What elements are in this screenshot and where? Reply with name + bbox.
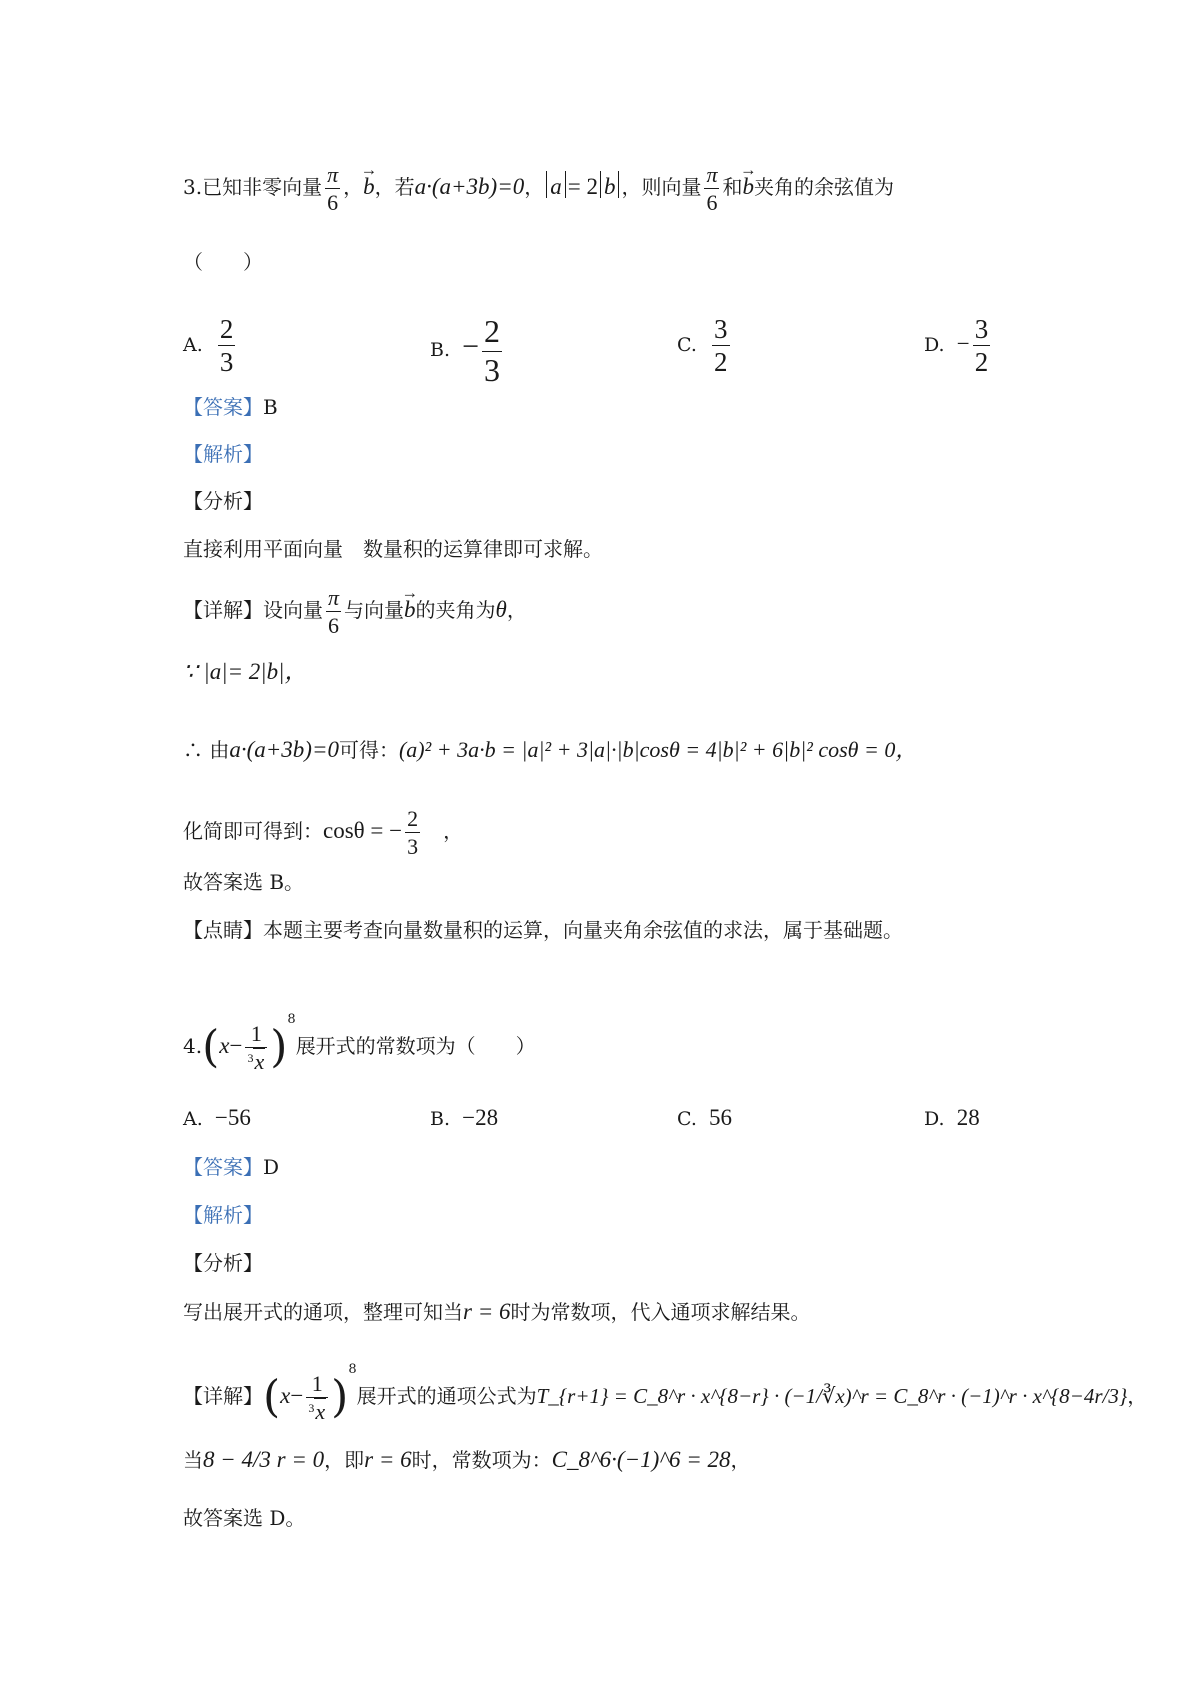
q4-option-d: D. 28 bbox=[924, 1105, 980, 1130]
q3-therefore-line: ∴ 由a·(a+3b)=0可得：(a)² + 3a·b = |a|² + 3|a|·|b|cosθ = 4|b|² + 6|b|² cosθ = 0， bbox=[183, 737, 918, 762]
q4-jiexi-heading: 【解析】 bbox=[183, 1203, 263, 1227]
q4-option-c: C. 56 bbox=[677, 1105, 732, 1130]
q3-simplify-line: 化简即可得到：cosθ = − $\frac{2}{3}$ ， bbox=[183, 806, 464, 860]
q3-because-line: ∵ |a|= 2|b|， bbox=[183, 659, 308, 684]
q4-cube-root: $^3$x bbox=[247, 1049, 265, 1075]
q4-conclusion: 故答案选 D。 bbox=[183, 1506, 306, 1530]
q3-abs-b: b bbox=[600, 171, 620, 198]
q3-option-d: D. − $\frac{3}{2}$ bbox=[924, 314, 989, 378]
q3-condition-1: a·(a+3b)=0 bbox=[414, 174, 525, 200]
q3-jiexi-heading: 【解析】 bbox=[183, 442, 263, 466]
q4-answer: 【答案】D bbox=[183, 1155, 280, 1179]
q3-number: 3. bbox=[183, 175, 203, 200]
q3-answer: 【答案】B bbox=[183, 395, 278, 419]
q4-fenxi-heading: 【分析】 bbox=[183, 1251, 263, 1275]
q3-option-a: A. $\frac{2}{3}$ bbox=[183, 314, 234, 378]
q3-option-c: C. $\frac{3}{2}$ bbox=[677, 314, 728, 378]
q4-when-line: 当8 − 4/3 r = 0，即r = 6时，常数项为：C_8^6·(−1)^6 = 28， bbox=[183, 1447, 751, 1472]
q4-option-b: B. −28 bbox=[430, 1105, 499, 1130]
q4-detail-line: 【详解】(x− $\frac{1}{^3x}$ )$^8$展开式的通项公式为T_{r+1} = C_8^r · x^{8−r} · (−1/∛x)^r = C_8^r · (−1)^r · x^{8−4r/3}， bbox=[183, 1362, 1148, 1425]
q3-conclusion: 故答案选 B。 bbox=[183, 870, 305, 894]
q3-pi-over-6: $\frac{\pi}{6}$ bbox=[327, 162, 339, 216]
q3-fenxi-text: 直接利用平面向量 数量积的运算律即可求解。 bbox=[183, 537, 603, 561]
q3-detail-line: 【详解】设向量 $\frac{\pi}{6}$ 与向量→ b的夹角为θ， bbox=[183, 586, 527, 637]
q3-dianjing: 【点睛】本题主要考查向量数量积的运算，向量夹角余弦值的求法，属于基础题。 bbox=[183, 918, 903, 942]
q3-stem-text-1: 已知非零向量 bbox=[202, 175, 323, 200]
q3-fenxi-heading: 【分析】 bbox=[183, 489, 263, 513]
q3-pi-over-6-b: $\frac{\pi}{6}$ bbox=[706, 162, 718, 216]
q3-answer-blank: （ ） bbox=[183, 250, 263, 274]
q3-stem: 3.已知非零向量 $\frac{\pi}{6}$ ，→ b，若a·(a+3b)=0， a = 2 b ，则向量 $\frac{\pi}{6}$ 和→ b夹角的余弦值为 bbox=[183, 163, 894, 214]
q3-vector-b: → b bbox=[363, 175, 375, 198]
q4-stem: 4.(x− $\frac{1}{^3x}$ )$^8$展开式的常数项为（ ） bbox=[183, 1012, 536, 1075]
q4-fenxi-text: 写出展开式的通项，整理可知当r = 6时为常数项，代入通项求解结果。 bbox=[183, 1299, 811, 1324]
q3-abs-a: a bbox=[546, 171, 566, 198]
q3-option-b: B. − $\frac{2}{3}$ bbox=[430, 313, 501, 388]
q4-option-a: A. −56 bbox=[183, 1105, 251, 1130]
